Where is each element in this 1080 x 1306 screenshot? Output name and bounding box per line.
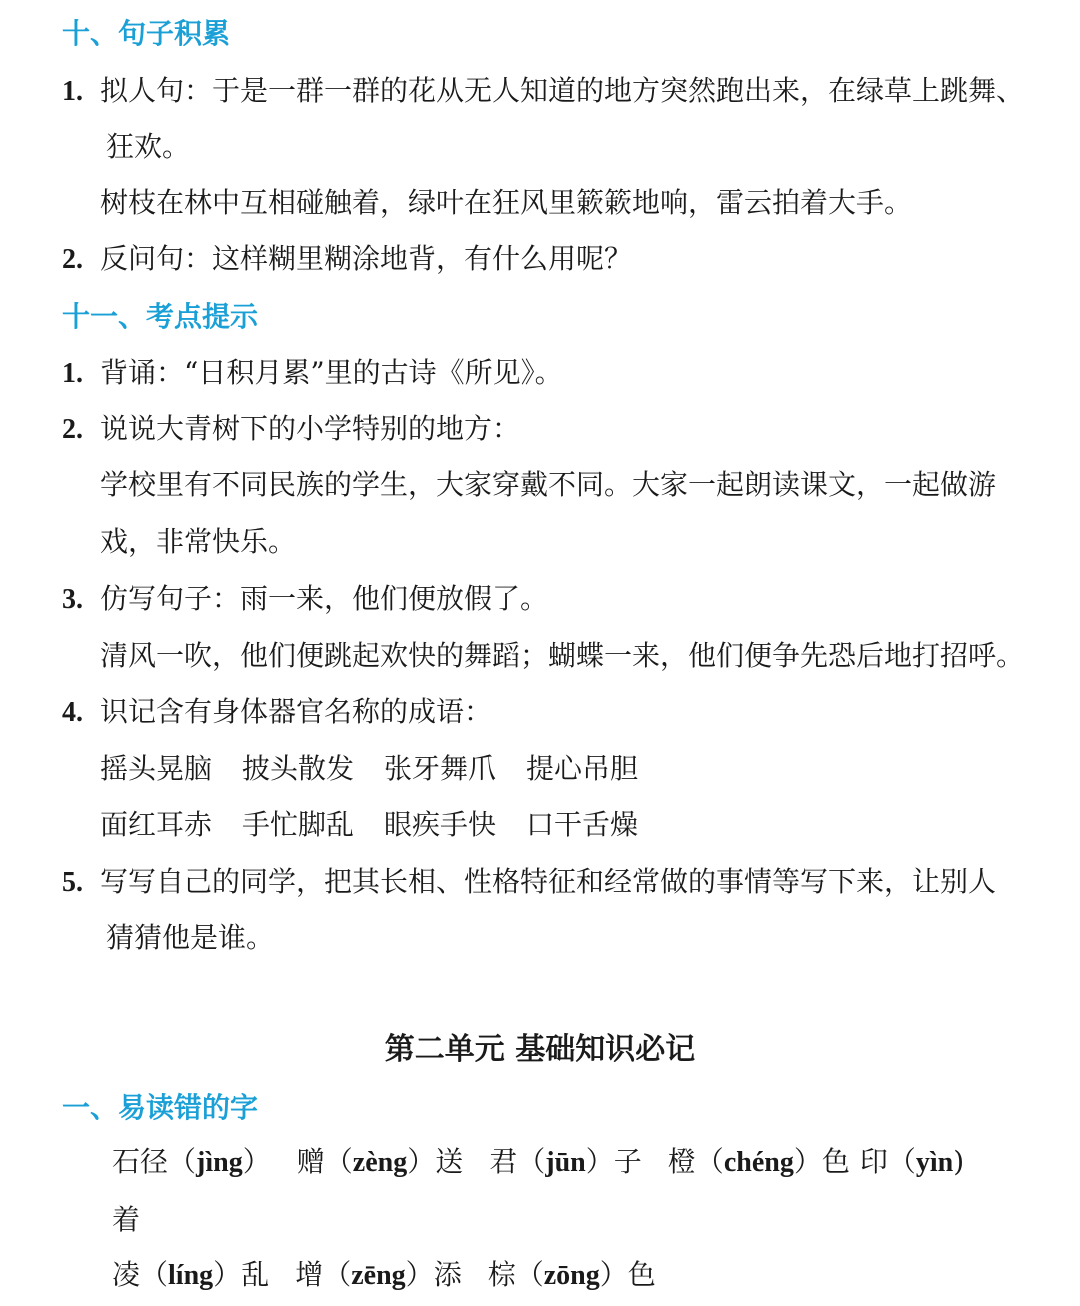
section-11-point-5 xyxy=(62,862,996,903)
pinyin-word: 石径（jìng） xyxy=(112,1145,271,1178)
idiom: 披头散发 xyxy=(242,752,355,785)
item-text: 识记含有身体器官名称的成语： xyxy=(100,695,493,728)
item-number: 2. xyxy=(62,244,83,275)
pinyin-word: 橙（chéng）色 xyxy=(667,1145,850,1178)
item-text: 写写自己的同学，把其长相、性格特征和经常做的事情等写下来，让别人 xyxy=(100,865,997,898)
section-10-heading: 十、句子积累 xyxy=(62,17,231,50)
item-text: 说说大青树下的小学特别的地方： xyxy=(100,412,521,445)
pinyin-word: 印（yìn) xyxy=(859,1145,965,1178)
item-number: 1. xyxy=(62,358,83,389)
item-number: 1. xyxy=(62,76,83,107)
section-10-item-1-example: 树枝在林中互相碰触着，绿叶在狂风里簌簌地响，雷云拍着大手。 xyxy=(100,186,913,219)
section-11-point-2 xyxy=(62,409,520,450)
pinyin-word: 君（jūn）子 xyxy=(489,1145,642,1178)
pinyin-row-1-wrap: 着 xyxy=(112,1203,141,1236)
idiom-row-1 xyxy=(100,749,668,789)
idiom: 摇头晃脑 xyxy=(100,752,213,785)
idiom: 提心吊胆 xyxy=(526,752,639,785)
item-text: 仿写句子：雨一来，他们便放假了。 xyxy=(100,582,549,615)
item-number: 4. xyxy=(62,697,83,728)
pinyin-row-1 xyxy=(112,1142,964,1183)
section-11-point-3-answer: 清风一吹，他们便跳起欢快的舞蹈；蝴蝶一来，他们便争先恐后地打招呼。 xyxy=(100,639,1025,672)
idiom: 张牙舞爪 xyxy=(384,752,497,785)
section-10-item-1-continuation: 狂欢。 xyxy=(106,130,191,163)
section-10-item-2 xyxy=(62,239,632,280)
unit-2-section-1-heading: 一、易读错的字 xyxy=(62,1091,259,1124)
idiom: 手忙脚乱 xyxy=(242,808,355,841)
section-11-point-5-continuation: 猜猜他是谁。 xyxy=(106,921,275,954)
pinyin-word: 增（zēng）添 xyxy=(295,1258,462,1291)
idiom: 口干舌燥 xyxy=(526,808,639,841)
item-text: 背诵：“日积月累”里的古诗《所见》。 xyxy=(100,356,563,389)
idiom: 眼疾手快 xyxy=(384,808,497,841)
section-11-point-4 xyxy=(62,692,492,733)
item-text: 拟人句：于是一群一群的花从无人知道的地方突然跑出来，在绿草上跳舞、 xyxy=(100,74,1025,107)
pinyin-word: 棕（zōng）色 xyxy=(487,1258,656,1291)
item-number: 3. xyxy=(62,584,83,615)
item-number: 5. xyxy=(62,867,83,898)
section-11-point-1 xyxy=(62,353,563,394)
pinyin-word: 赠（zèng）送 xyxy=(296,1145,464,1178)
idiom-row-2 xyxy=(100,805,668,845)
unit-2-title: 第二单元 基础知识必记 xyxy=(384,1032,696,1067)
pinyin-word: 凌（líng）乱 xyxy=(112,1258,270,1291)
section-11-point-2-answer-line-1: 学校里有不同民族的学生，大家穿戴不同。大家一起朗读课文，一起做游 xyxy=(100,468,997,501)
idiom: 面红耳赤 xyxy=(100,808,213,841)
pinyin-row-2 xyxy=(112,1255,656,1296)
section-11-point-2-answer-line-2: 戏，非常快乐。 xyxy=(100,525,297,558)
section-11-heading: 十一、考点提示 xyxy=(62,300,259,333)
item-number: 2. xyxy=(62,414,83,445)
section-11-point-3 xyxy=(62,579,548,620)
item-text: 反问句：这样糊里糊涂地背，有什么用呢？ xyxy=(100,242,633,275)
section-10-item-1 xyxy=(62,71,1024,112)
